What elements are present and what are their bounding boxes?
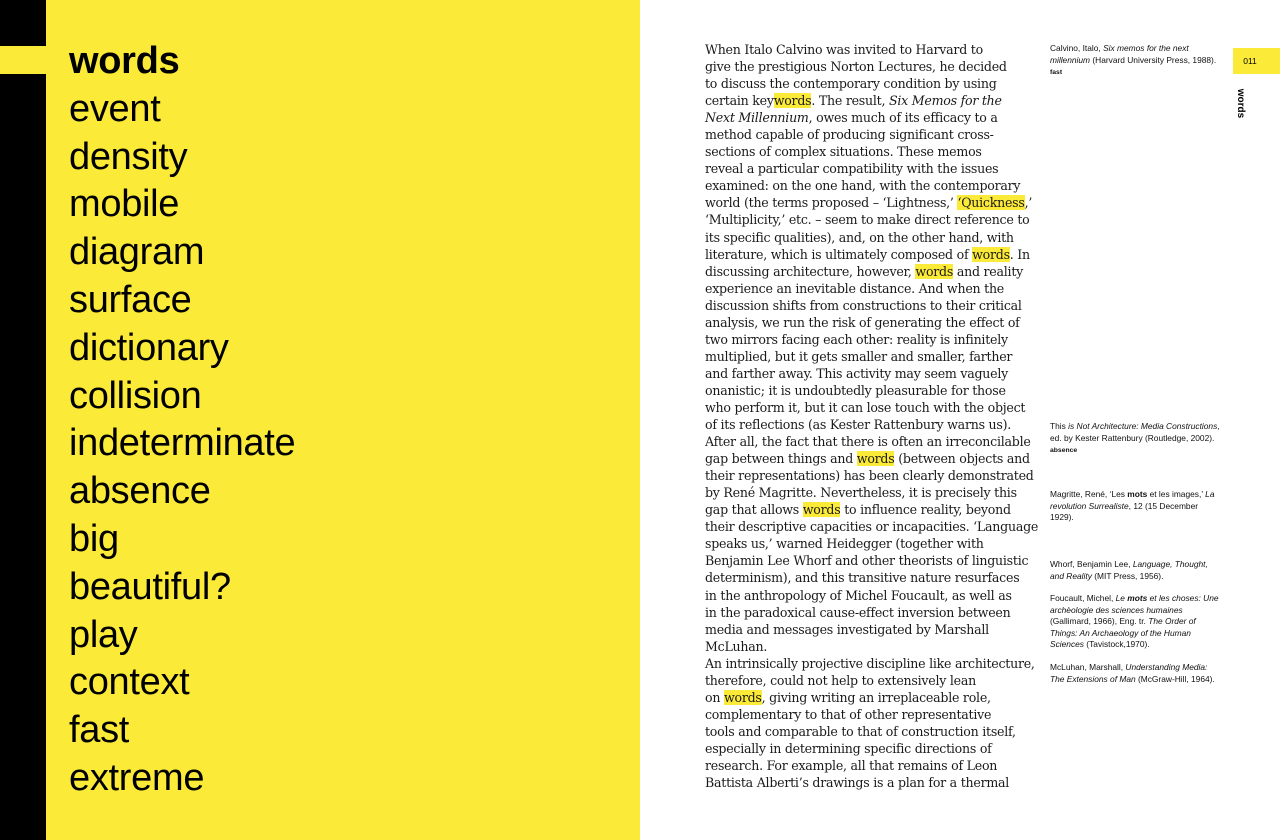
text-run: (Harvard University Press, 1988).: [1090, 54, 1217, 65]
text-run: ,’: [1024, 195, 1033, 211]
text-run: This: [1050, 421, 1069, 431]
word-index-item: words: [69, 40, 180, 82]
text-run: Foucault, Michel,: [1050, 593, 1116, 603]
word-index-item: mobile: [69, 183, 180, 226]
text-run: of its reflections (as Kester Rattenbury warns us).: [705, 417, 1012, 433]
text-run: their descriptive capacities or incapacities. ‘Language: [705, 519, 1039, 535]
body-line: [705, 535, 1035, 552]
body-line: [705, 689, 1035, 706]
footnote: [1050, 662, 1220, 685]
text-run: world (the terms proposed – ‘Lightness,’: [705, 195, 958, 211]
word-index-item: dictionary: [69, 326, 229, 369]
text-run: complementary to that of other representative: [705, 706, 992, 722]
highlighted-word: words: [773, 93, 812, 109]
text-run: . In: [1009, 246, 1030, 262]
highlighted-word: words: [915, 263, 954, 279]
body-line: [705, 774, 1035, 791]
body-line: [705, 314, 1035, 331]
footnote: [1050, 593, 1220, 651]
word-index-item: extreme: [69, 756, 205, 799]
text-run: La revolution Surrealiste: [1050, 489, 1215, 511]
highlighted-word: words: [802, 502, 841, 518]
text-run: ‘Multiplicity,’ etc. – seem to make direct reference to: [705, 212, 1030, 228]
word-index-item: big: [69, 517, 119, 560]
body-line: [705, 92, 1035, 109]
highlighted-word: words: [972, 246, 1010, 262]
body-line: [705, 297, 1035, 314]
text-run: in the anthropology of Michel Foucault, as well as: [705, 587, 1012, 603]
text-run: by René Magritte. Nevertheless, it is precisely this: [705, 485, 1017, 501]
text-run: , 12 (15 December 1929).: [1050, 500, 1199, 523]
body-line: [705, 484, 1035, 501]
text-run: experience an inevitable distance. And when the: [705, 280, 1005, 296]
highlighted-word: words: [723, 689, 762, 705]
body-line: [705, 143, 1035, 160]
text-run: gap that allows: [705, 502, 803, 518]
footnote: [1050, 43, 1220, 79]
body-line: [705, 433, 1035, 450]
text-run: Le: [1115, 593, 1128, 603]
text-run: analysis, we run the risk of generating the effect of: [705, 314, 1020, 330]
text-run: in the paradoxical cause-effect inversion between: [705, 604, 1011, 620]
text-run: . The result,: [811, 93, 889, 109]
text-run: Battista Alberti’s drawings is a plan for a thermal: [705, 775, 1010, 791]
word-index-item: collision: [69, 374, 202, 417]
text-run: mots: [1127, 489, 1148, 499]
body-line: [705, 177, 1035, 194]
body-line: [705, 740, 1035, 757]
text-run: certain key: [705, 93, 774, 109]
text-run: (Tavistock,1970).: [1083, 639, 1150, 650]
text-run: McLuhan, Marshall,: [1050, 662, 1126, 672]
text-run: and reality: [953, 263, 1023, 279]
text-run: two mirrors facing each other: reality is infinitely: [705, 331, 1008, 347]
running-head: [1235, 84, 1252, 124]
body-text: [705, 41, 1039, 791]
text-run: gap between things and: [705, 451, 857, 467]
word-index-list: [69, 38, 295, 803]
text-run: , giving writing an irreplaceable role,: [761, 689, 991, 705]
text-run: The Order of Things: An Archaeology of the Human Sciences: [1050, 616, 1196, 650]
text-run: sections of complex situations. These memos: [705, 144, 982, 160]
text-run: Calvino, Italo,: [1050, 43, 1104, 53]
body-line: [705, 75, 1035, 92]
highlighted-word: ‘Quickness: [957, 195, 1025, 211]
text-run: McLuhan.: [705, 638, 768, 654]
body-line: [705, 723, 1035, 740]
text-run: to discuss the contemporary condition by using: [705, 76, 997, 92]
running-head-label: words: [1235, 88, 1247, 119]
text-run: their representations) has been clearly demonstrated: [705, 468, 1034, 484]
text-run: Understanding Media: The Extensions of Man: [1050, 662, 1208, 684]
text-run: Six memos for the next millennium: [1050, 43, 1189, 65]
footnote-tag: absence: [1050, 447, 1078, 455]
body-line: [705, 569, 1035, 586]
text-run: Benjamin Lee Whorf and other theorists of linguistic: [705, 553, 1029, 569]
body-line: [705, 280, 1035, 297]
text-run: literature, which is ultimately composed of: [705, 246, 973, 262]
body-line: [705, 604, 1035, 621]
body-line: [705, 229, 1035, 246]
body-line: [705, 160, 1035, 177]
text-run: Magritte, René, ‘Les: [1050, 489, 1128, 499]
body-line: [705, 348, 1035, 365]
text-run: give the prestigious Norton Lectures, he decided: [705, 59, 1007, 75]
text-run: especially in determining specific directions of: [705, 740, 992, 756]
word-index-item: play: [69, 613, 138, 656]
footnote: [1050, 421, 1220, 457]
body-line: [705, 41, 1035, 58]
body-line: [705, 58, 1035, 75]
body-line: [705, 246, 1035, 263]
body-line: [705, 467, 1035, 484]
text-run: its specific qualities), and, on the other hand, with: [705, 229, 1014, 245]
text-run: research. For example, all that remains of Leon: [705, 757, 998, 773]
word-index-item: density: [69, 135, 188, 178]
text-run: mots: [1127, 593, 1148, 603]
body-line: [705, 655, 1035, 672]
body-line: [705, 552, 1035, 569]
body-line: [705, 587, 1035, 604]
footnote: [1050, 559, 1220, 582]
body-line: [705, 399, 1035, 416]
body-line: [705, 126, 1035, 143]
text-run: speaks us,’ warned Heidegger (together with: [705, 536, 984, 552]
text-run: , ed. by Kester Rattenbury (Routledge, 2002).: [1050, 421, 1220, 443]
text-run: Six Memos for the: [888, 93, 1002, 109]
text-run: (between objects and: [894, 451, 1030, 467]
text-run: (Gallimard, 1966), Eng. tr.: [1050, 616, 1149, 627]
body-line: [705, 757, 1035, 774]
text-run: discussion shifts from constructions to their critical: [705, 297, 1022, 313]
text-run: When Italo Calvino was invited to Harvard to: [705, 42, 983, 57]
body-line: [705, 211, 1035, 228]
text-run: on: [705, 689, 724, 705]
text-run: (MIT Press, 1956).: [1091, 570, 1164, 581]
text-run: examined: on the one hand, with the contemporary: [705, 178, 1021, 194]
body-line: [705, 706, 1035, 723]
text-run: Whorf, Benjamin Lee,: [1050, 559, 1133, 569]
text-run: determinism), and this transitive nature resurfaces: [705, 570, 1020, 586]
text-run: multiplied, but it gets smaller and smaller, farther: [705, 348, 1013, 364]
text-run: discussing architecture, however,: [705, 263, 916, 279]
text-run: (McGraw-Hill, 1964).: [1135, 673, 1215, 684]
body-line: [705, 621, 1035, 638]
text-run: An intrinsically projective discipline like architecture,: [705, 655, 1035, 671]
page-number-box: [1233, 48, 1280, 74]
highlighted-word: words: [856, 451, 895, 467]
word-index-item: context: [69, 661, 190, 704]
word-index-item: indeterminate: [69, 422, 296, 465]
word-index-item: event: [69, 87, 161, 130]
text-run: After all, the fact that there is often an irreconcilable: [705, 434, 1031, 450]
text-run: therefore, could not help to extensively lean: [705, 672, 976, 688]
body-line: [705, 416, 1035, 433]
footnote-tag: fast: [1050, 69, 1063, 77]
text-run: who perform it, but it can lose touch with the object: [705, 399, 1026, 415]
body-line: [705, 518, 1039, 535]
body-line: [705, 109, 1035, 126]
text-run: Language, Thought, and Reality: [1050, 559, 1208, 581]
body-line: [705, 501, 1035, 518]
yellow-tab-marker: [0, 46, 46, 74]
body-line: [705, 263, 1035, 280]
text-run: reveal a particular compatibility with the issues: [705, 161, 999, 177]
text-run: onanistic; it is undoubtedly pleasurable for those: [705, 382, 1006, 398]
page-number: 011: [1243, 56, 1257, 66]
footnote: [1050, 489, 1220, 524]
text-run: and farther away. This activity may seem vaguely: [705, 365, 1009, 381]
text-run: method capable of producing significant cross-: [705, 127, 994, 143]
word-index-item: surface: [69, 278, 192, 321]
text-run: media and messages investigated by Marshall: [705, 621, 989, 637]
body-line: [705, 365, 1035, 382]
body-line: [705, 672, 1035, 689]
word-index-item: diagram: [69, 231, 205, 274]
text-run: , owes much of its efficacy to a: [808, 110, 998, 126]
text-run: tools and comparable to that of construction itself,: [705, 723, 1016, 739]
body-line: [705, 331, 1035, 348]
word-index-item: fast: [69, 709, 130, 752]
body-line: [705, 450, 1035, 467]
body-line: [705, 638, 1035, 655]
text-run: et les images,’: [1147, 489, 1206, 499]
text-run: to influence reality, beyond: [840, 502, 1011, 518]
text-run: is Not Architecture: Media Constructions: [1068, 421, 1218, 431]
text-run: et les choses: Une archèologie des sciences humaines: [1050, 593, 1219, 615]
body-line: [705, 382, 1035, 399]
word-index-item: absence: [69, 470, 211, 513]
body-line: [705, 194, 1035, 211]
black-edge-bar: [0, 0, 46, 840]
word-index-item: beautiful?: [69, 565, 231, 608]
text-run: Next Millennium: [705, 110, 809, 126]
